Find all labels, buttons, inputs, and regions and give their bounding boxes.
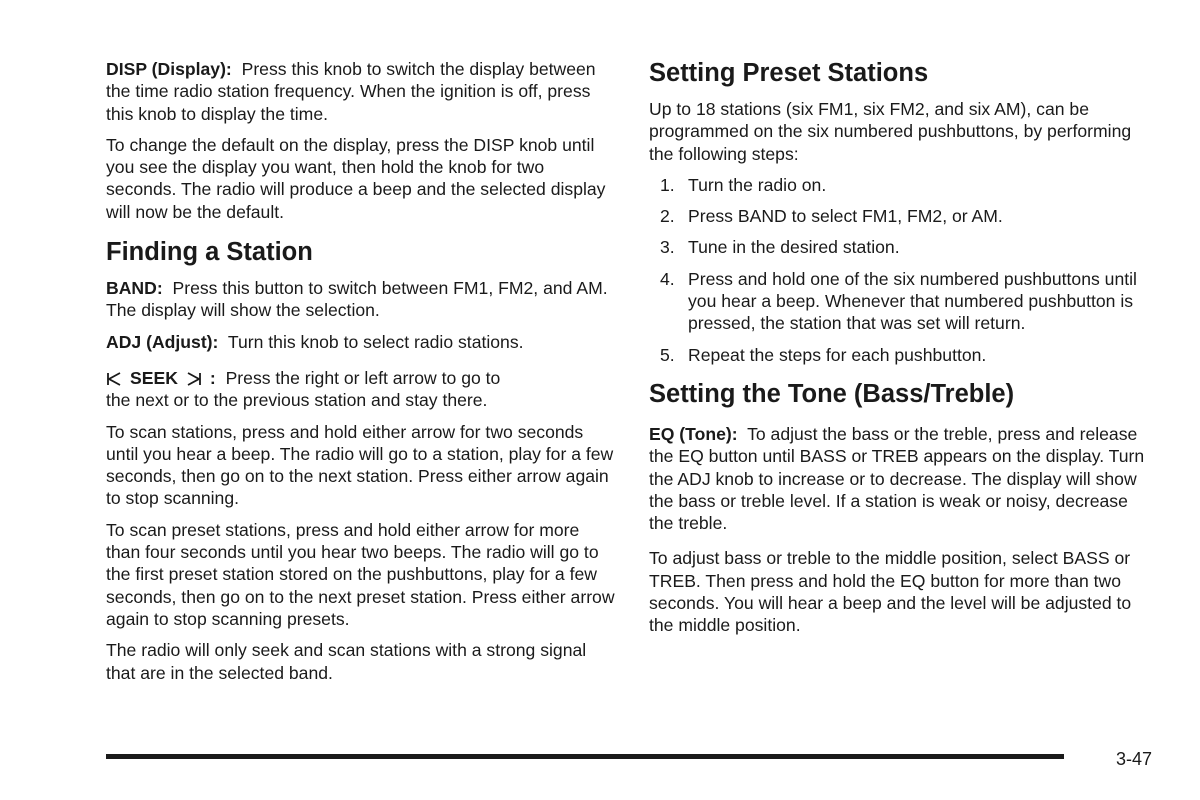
finding-station-heading: Finding a Station	[106, 238, 313, 267]
seek-left-icon	[106, 372, 122, 386]
adj-paragraph	[106, 331, 616, 353]
list-item	[649, 205, 1154, 227]
seek-text-line2: the next or to the previous station and stay there.	[106, 390, 488, 411]
page-number: 3-47	[1116, 749, 1153, 769]
list-item	[649, 268, 1154, 335]
disp-paragraph	[106, 58, 616, 125]
seek-text-line1: Press the right or left arrow to go to	[225, 367, 501, 388]
scan-paragraph: To scan stations, press and hold either arrow for two seconds until you hear a beep. The radio will go to a station, play for a few seconds, then go on to the next station. Press either arrow again to stop scanning.	[106, 421, 614, 509]
step-text: Press BAND to select FM1, FM2, or AM.	[688, 206, 1003, 227]
list-item	[649, 174, 1154, 196]
step-text: Repeat the steps for each pushbutton.	[688, 344, 987, 365]
list-item	[649, 344, 1154, 366]
middle-position-paragraph: To adjust bass or treble to the middle position, select BASS or TREB. Then press and hold the EQ button for more than two seconds. You will hear a beep and the level will be adjusted to the middle position.	[649, 548, 1132, 636]
left-column	[106, 58, 616, 693]
eq-text: To adjust the bass or the treble, press and release the EQ button until BASS or TREB appears on the display. Turn the ADJ knob to increase or to decrease. The display will show the bass or treble level. If a station is weak or noisy, decrease the treble.	[649, 423, 1145, 534]
step-text: Tune in the desired station.	[688, 237, 900, 258]
seek-note-paragraph: The radio will only seek and scan stations with a strong signal that are in the selected band.	[106, 640, 587, 683]
band-lead: BAND:	[106, 278, 163, 299]
scan-presets-paragraph: To scan preset stations, press and hold either arrow for more than four seconds until you hear two beeps. The radio will go to the first preset station stored on the pushbuttons, play for a few seconds, then go on to the next preset station. Press either arrow again to stop scanning presets.	[106, 519, 615, 629]
step-number: 4.	[660, 268, 675, 289]
seek-paragraph	[106, 367, 616, 412]
eq-paragraph	[649, 423, 1154, 534]
preset-intro-paragraph: Up to 18 stations (six FM1, six FM2, and six AM), can be programmed on the six numbered pushbuttons, by performing the following steps:	[649, 99, 1132, 164]
step-number: 5.	[660, 344, 675, 365]
preset-stations-heading: Setting Preset Stations	[649, 59, 929, 87]
step-number: 2.	[660, 206, 675, 227]
disp-lead: DISP (Display):	[106, 59, 232, 79]
seek-lead: SEEK	[130, 367, 178, 388]
footer-rule	[106, 754, 1064, 759]
preset-steps-list	[649, 174, 1154, 366]
disp-default-paragraph: To change the default on the display, press the DISP knob until you see the display you want, then hold the knob for two seconds. The radio will produce a beep and the selected display will now be the default.	[106, 134, 606, 222]
step-text: Turn the radio on.	[688, 174, 827, 195]
list-item	[649, 236, 1154, 258]
step-number: 1.	[660, 174, 675, 195]
right-column	[649, 58, 1154, 646]
seek-colon: :	[209, 367, 216, 388]
adj-lead: ADJ (Adjust):	[106, 331, 219, 352]
seek-right-icon	[186, 372, 202, 386]
band-paragraph	[106, 277, 616, 322]
band-text: Press this button to switch between FM1, FM2, and AM. The display will show the selection.	[106, 278, 608, 321]
eq-lead: EQ (Tone):	[649, 423, 738, 444]
disp-text: Press this knob to switch the display between the time radio station frequency. When the ignition is off, press this knob to display the time.	[106, 59, 596, 124]
adj-text: Turn this knob to select radio stations.	[227, 331, 524, 352]
step-number: 3.	[660, 237, 675, 258]
tone-heading: Setting the Tone (Bass/Treble)	[649, 379, 1015, 408]
step-text: Press and hold one of the six numbered pushbuttons until you hear a beep. Whenever that numbered pushbutton is pressed, the station that was set will return.	[688, 268, 1137, 334]
